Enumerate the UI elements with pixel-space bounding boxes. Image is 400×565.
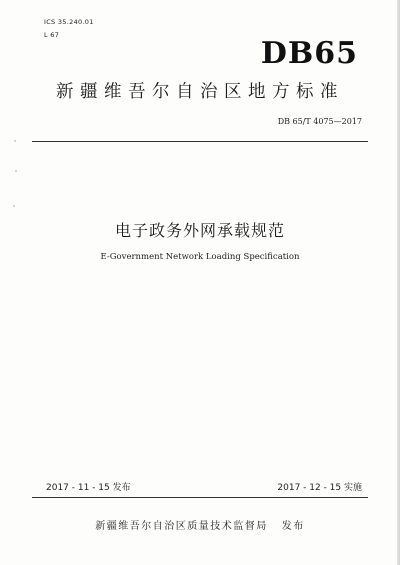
document-subtitle: E-Government Network Loading Specification [100,252,300,262]
publisher-action: 发布 [281,521,305,532]
standard-mark: DB65 [260,36,358,71]
document-title: 电子政务外网承载规范 [114,221,285,240]
publisher-name: 新疆维吾尔自治区质量技术监督局 [95,521,268,532]
scan-speck [15,170,17,172]
issuing-organization: 新疆维吾尔自治区地方标准 [56,82,344,102]
scan-speck [14,140,16,142]
ics-code: ICS 35.240.01 [44,18,94,26]
publish-date: 2017 - 11 - 15 发布 [46,483,131,493]
classification-code: L 67 [44,31,60,39]
bottom-divider [32,497,368,498]
scan-speck [13,205,15,207]
standard-code: DB 65/T 4075—2017 [277,117,362,126]
implementation-date: 2017 - 12 - 15 实施 [277,483,362,493]
publisher-line [0,517,400,532]
top-divider [32,141,368,142]
